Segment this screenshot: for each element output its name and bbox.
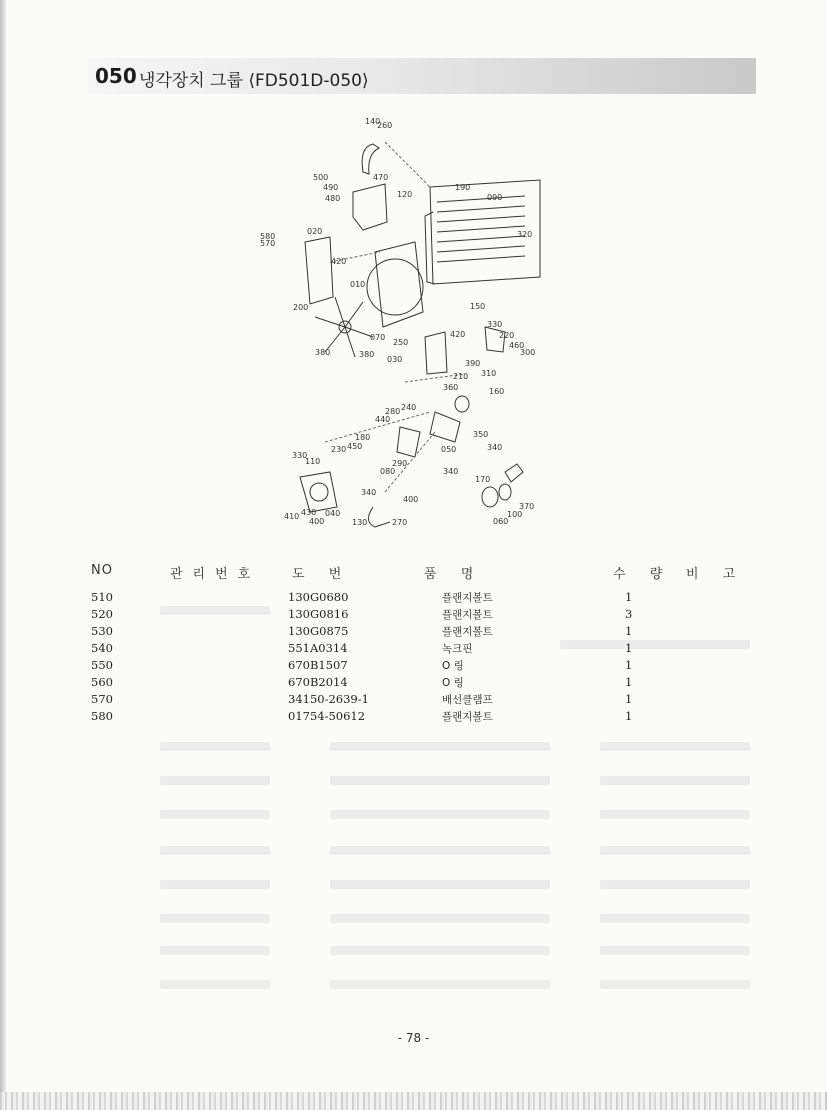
- callout-480: 480: [325, 194, 341, 203]
- row-part-name: 플랜지볼트: [442, 711, 493, 723]
- row-no: 540: [91, 641, 113, 655]
- bleed-through: [330, 846, 550, 855]
- bleed-through: [600, 946, 750, 955]
- callout-010: 010: [350, 280, 366, 289]
- bleed-through: [330, 810, 550, 819]
- row-no: 580: [91, 709, 113, 723]
- row-no: 560: [91, 675, 113, 689]
- table-row: [0, 692, 827, 709]
- callout-240: 240: [401, 403, 417, 412]
- exploded-parts-diagram: [255, 112, 555, 532]
- callout-200: 200: [293, 303, 309, 312]
- callout-250: 250: [393, 338, 409, 347]
- row-no: 520: [91, 607, 113, 621]
- callout-220: 220: [499, 331, 515, 340]
- row-part-number: 01754-50612: [288, 709, 366, 723]
- bleed-through: [330, 914, 550, 923]
- reservoir-tank: [353, 184, 387, 230]
- callout-070: 070: [370, 333, 386, 342]
- row-quantity: 1: [625, 675, 633, 689]
- callout-400a: 400: [403, 495, 419, 504]
- bleed-through: [600, 742, 750, 751]
- callout-380a: 380: [315, 348, 331, 357]
- callout-470: 470: [373, 173, 389, 182]
- row-no: 570: [91, 692, 113, 706]
- row-part-number: 130G0875: [288, 624, 349, 638]
- bleed-through: [330, 980, 550, 989]
- callout-030: 030: [387, 355, 403, 364]
- row-part-name: O 링: [442, 677, 464, 689]
- callout-130: 130: [352, 518, 368, 527]
- callout-190: 190: [455, 183, 471, 192]
- callout-400b: 400: [309, 517, 325, 526]
- row-quantity: 3: [625, 607, 633, 621]
- row-no: 510: [91, 590, 113, 604]
- radiator-side-tank: [425, 212, 435, 284]
- callout-020: 020: [307, 227, 323, 236]
- row-no: 530: [91, 624, 113, 638]
- callout-120: 120: [397, 190, 413, 199]
- callout-450: 450: [347, 442, 363, 451]
- callout-570: 570: [260, 239, 276, 248]
- bracket: [425, 332, 447, 374]
- scan-left-edge: [0, 0, 6, 1110]
- callout-490: 490: [323, 183, 339, 192]
- lower-pulley: [300, 472, 337, 512]
- row-quantity: 1: [625, 590, 633, 604]
- bleed-through: [330, 742, 550, 751]
- callout-150: 150: [470, 302, 486, 311]
- callout-090: 090: [487, 193, 503, 202]
- row-quantity: 1: [625, 692, 633, 706]
- bleed-through: [160, 742, 270, 751]
- section-title: 냉각장치 그룹 ⟨FD501D-050⟩: [139, 71, 369, 91]
- callout-290: 290: [392, 459, 408, 468]
- row-part-number: 34150-2639-1: [288, 692, 369, 706]
- row-quantity: 1: [625, 658, 633, 672]
- callout-320: 320: [517, 230, 533, 239]
- column-header-no: NO: [91, 563, 113, 578]
- callout-080: 080: [380, 467, 396, 476]
- bleed-through: [600, 914, 750, 923]
- row-part-name: 녹크핀: [442, 643, 473, 655]
- table-row: [0, 607, 827, 624]
- water-pump-body: [430, 412, 460, 442]
- callout-170: 170: [475, 475, 491, 484]
- bleed-through: [160, 980, 270, 989]
- column-header-quantity: 수 량: [613, 567, 673, 582]
- page-number: - 78 -: [397, 1031, 430, 1045]
- callout-440: 440: [375, 415, 391, 424]
- outlet-pipe: [505, 464, 523, 482]
- callout-460: 460: [509, 341, 525, 350]
- callout-110: 110: [305, 457, 321, 466]
- row-quantity: 1: [625, 641, 633, 655]
- bleed-through: [160, 880, 270, 889]
- row-quantity: 1: [625, 624, 633, 638]
- row-part-number: 670B2014: [288, 675, 348, 689]
- bleed-through: [160, 776, 270, 785]
- callout-100: 100: [507, 510, 523, 519]
- callout-410: 410: [284, 512, 300, 521]
- callout-330a: 330: [487, 320, 503, 329]
- callout-180: 180: [355, 433, 371, 442]
- row-part-number: 130G0680: [288, 590, 349, 604]
- callout-050: 050: [441, 445, 457, 454]
- row-part-number: 130G0816: [288, 607, 349, 621]
- callout-580: 580: [260, 232, 276, 241]
- callout-340a: 340: [487, 443, 503, 452]
- callout-310: 310: [481, 369, 497, 378]
- bleed-through: [600, 880, 750, 889]
- callout-230: 230: [331, 445, 347, 454]
- table-row: [0, 658, 827, 675]
- scan-bottom-strip: [0, 1092, 827, 1110]
- row-quantity: 1: [625, 709, 633, 723]
- bleed-through: [330, 946, 550, 955]
- callout-300: 300: [520, 348, 536, 357]
- lower-hose: [368, 507, 390, 527]
- table-row: [0, 624, 827, 641]
- callout-060: 060: [493, 517, 509, 526]
- row-part-name: 플랜지볼트: [442, 592, 493, 604]
- callout-340b: 340: [443, 467, 459, 476]
- callout-340c: 340: [361, 488, 377, 497]
- table-row: [0, 590, 827, 607]
- row-no: 550: [91, 658, 113, 672]
- callout-390: 390: [465, 359, 481, 368]
- callout-420b: 420: [450, 330, 466, 339]
- bleed-through: [160, 810, 270, 819]
- bleed-through: [600, 846, 750, 855]
- row-part-name: 플랜지볼트: [442, 626, 493, 638]
- callout-140: 140: [365, 117, 381, 126]
- callout-280: 280: [385, 407, 401, 416]
- callout-160: 160: [489, 387, 505, 396]
- table-row: [0, 709, 827, 726]
- column-header-management-number: 관리번호: [170, 567, 261, 582]
- bleed-through: [600, 810, 750, 819]
- row-part-name: 배선클램프: [442, 694, 493, 706]
- column-header-part-name: 품 명: [424, 567, 484, 582]
- table-row: [0, 675, 827, 692]
- table-row: [0, 641, 827, 658]
- callout-430: 430: [301, 508, 317, 517]
- callout-370: 370: [519, 502, 535, 511]
- upper-hose: [362, 144, 379, 174]
- bleed-through: [160, 914, 270, 923]
- pump-cover: [397, 427, 420, 457]
- section-code: 050: [95, 64, 137, 88]
- callout-330b: 330: [292, 451, 308, 460]
- callout-260: 260: [377, 121, 393, 130]
- row-part-number: 551A0314: [288, 641, 348, 655]
- callout-380b: 380: [359, 350, 375, 359]
- callout-420a: 420: [331, 257, 347, 266]
- bleed-through: [330, 776, 550, 785]
- bleed-through: [160, 946, 270, 955]
- callout-270: 270: [392, 518, 408, 527]
- bleed-through: [330, 880, 550, 889]
- shroud-panel: [305, 237, 333, 304]
- row-part-number: 670B1507: [288, 658, 348, 672]
- bleed-through: [600, 776, 750, 785]
- callout-350: 350: [473, 430, 489, 439]
- row-part-name: O 링: [442, 660, 464, 672]
- column-header-remarks: 비 고: [686, 567, 746, 582]
- bleed-through: [600, 980, 750, 989]
- callout-500: 500: [313, 173, 329, 182]
- bleed-through: [160, 846, 270, 855]
- callout-210: 210: [453, 372, 469, 381]
- row-part-name: 플랜지볼트: [442, 609, 493, 621]
- callout-040: 040: [325, 509, 341, 518]
- callout-360: 360: [443, 383, 459, 392]
- column-header-drawing-number: 도 번: [292, 567, 352, 582]
